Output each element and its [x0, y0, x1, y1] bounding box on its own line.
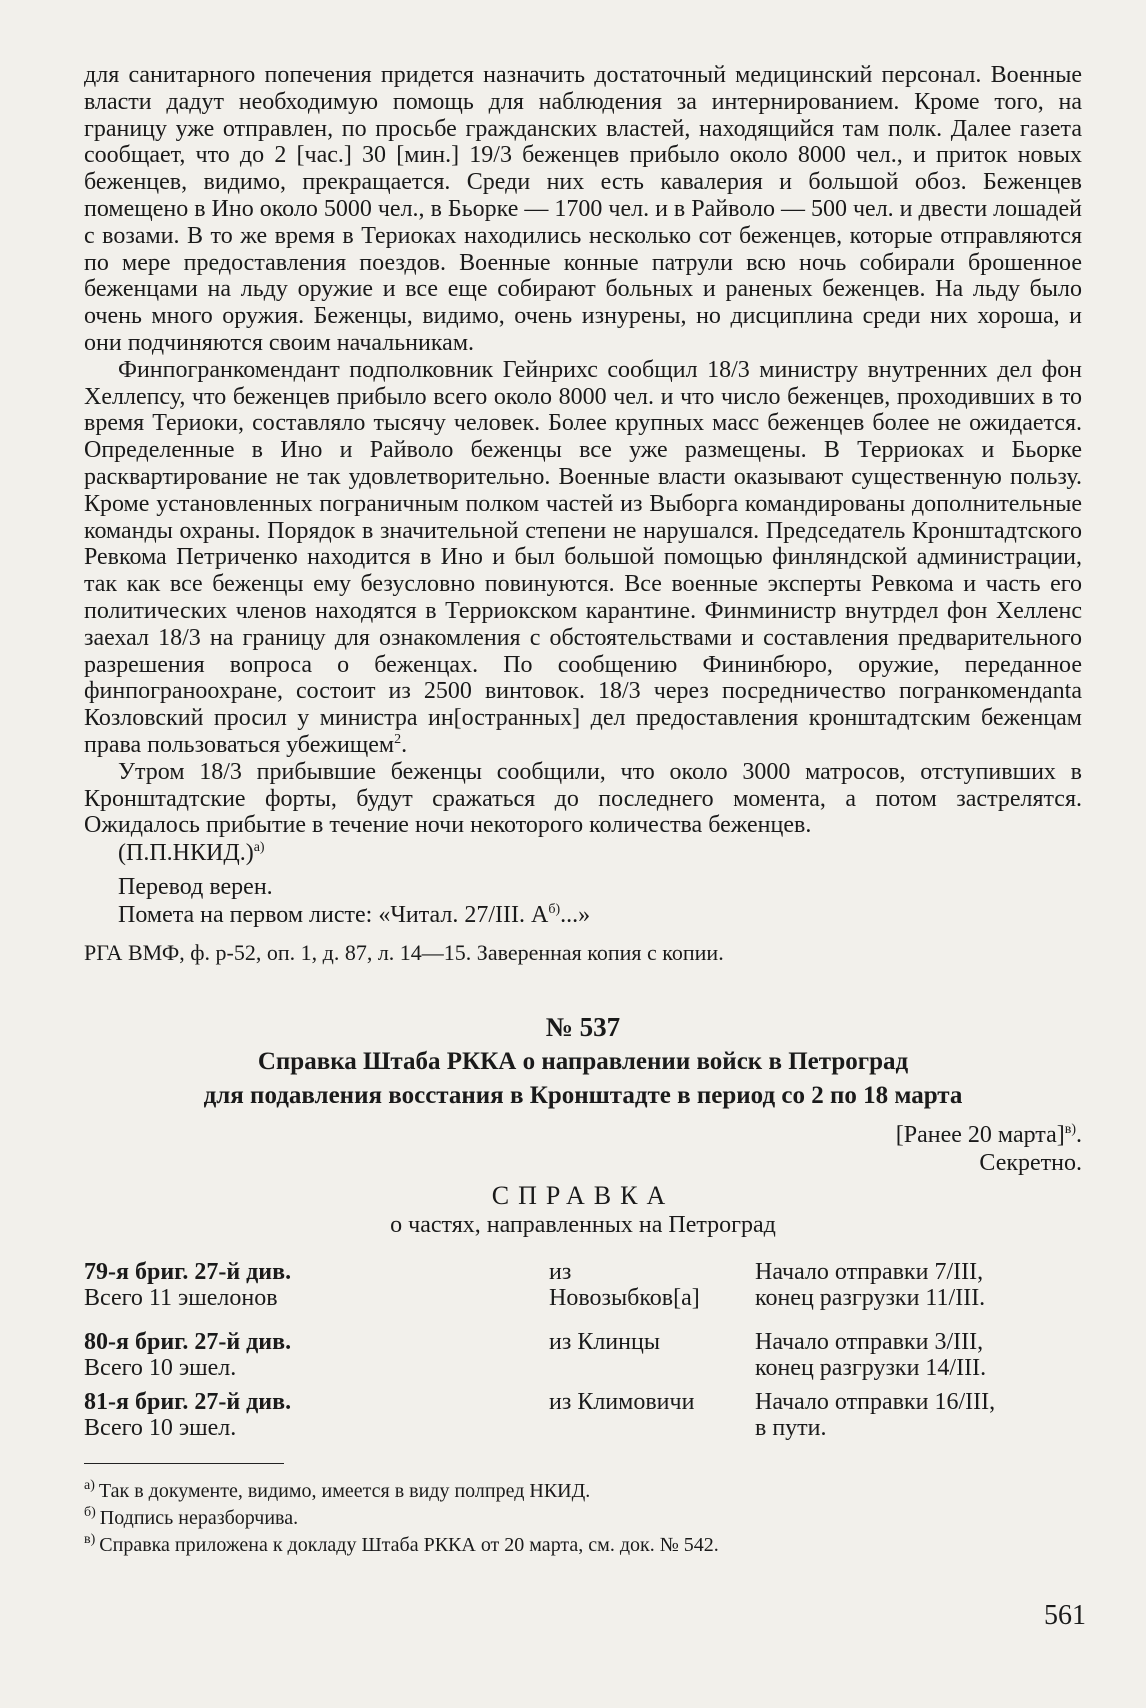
- unit-name: 79-я бриг. 27-й див.: [84, 1259, 292, 1286]
- units-table: [84, 1259, 1082, 1441]
- mark-note-after: ...»: [560, 902, 591, 929]
- unit-status: Начало отправки 3/III,: [755, 1329, 984, 1356]
- footnote-mark: а): [84, 1478, 95, 1494]
- unit-status: Начало отправки 16/III,: [755, 1389, 996, 1416]
- signature-mark: а): [253, 840, 265, 856]
- unit-from-2: Новозыбков[а]: [549, 1285, 700, 1312]
- translation-note: Перевод верен.: [118, 874, 273, 901]
- footnote-text: Подпись неразборчива.: [99, 1507, 299, 1530]
- signature-text: (П.П.НКИД.): [118, 840, 254, 867]
- signature-line: [84, 839, 1082, 867]
- unit-total: Всего 10 эшел.: [84, 1355, 237, 1382]
- unit-status: Начало отправки 7/III,: [755, 1259, 984, 1286]
- footnote-mark: б): [84, 1505, 96, 1521]
- unit-name: 80-я бриг. 27-й див.: [84, 1329, 292, 1356]
- unit-from: из Клинцы: [549, 1329, 660, 1356]
- unit-name: 81-я бриг. 27-й див.: [84, 1389, 292, 1416]
- document-page: [84, 62, 1082, 1559]
- unit-row: [84, 1259, 1082, 1311]
- secrecy-label: Секретно.: [979, 1150, 1082, 1177]
- page-number: 561: [1044, 1600, 1086, 1631]
- unit-from: из Климовичи: [549, 1389, 695, 1416]
- footnote-mark: в): [84, 1532, 96, 1548]
- unit-row: [84, 1311, 1082, 1381]
- footnote: [84, 1478, 1082, 1505]
- paragraph-2: [84, 357, 1082, 759]
- footnote: [84, 1505, 1082, 1532]
- footnote-text: Так в документе, видимо, имеется в виду полпред НКИД.: [98, 1480, 591, 1503]
- spravka-heading: СПРАВКА: [491, 1181, 675, 1211]
- footnote-text: Справка приложена к докладу Штаба РККА от 20 марта, см. док. № 542.: [99, 1534, 719, 1557]
- footnote-divider: [84, 1463, 284, 1464]
- mark-note-before: Помета на первом листе: «Читал. 27/III. А: [118, 902, 549, 929]
- date-text: [Ранее 20 марта]: [895, 1122, 1065, 1149]
- mark-note: [84, 901, 1082, 929]
- document-title-line-2: для подавления восстания в Кронштадте в период со 2 по 18 марта: [203, 1082, 963, 1110]
- unit-status-2: конец разгрузки 11/III.: [755, 1285, 986, 1312]
- paragraph-2-text: Финпогранкомендант подполковник Гейнрихс сообщил 18/3 министру внутренних дел фон Хеллепсу, что беженцев прибыло всего около 8000 чел. и что число беженцев, проходивших в то время Териоки, составляло тысячу человек. Более крупных масс беженцев более не ожидается. Определенные в Ино и Райволо беженцы все уже размещены. В Терриоках и Бьорке расквартирование не так удовлетворительно. Военные власти оказывают существенную пользу. Кроме установленных пограничным полком частей из Выборга командированы дополнительные команды охраны. Порядок в значительной степени не нарушался. Председатель Кронштадтского Ревкома Петриченко находится в Ино и был большой помощью финляндской администрации, так как все беженцы ему безусловно повинуются. Все военные эксперты Ревкома и часть его политических членов находятся в Терриокском карантине. Финминистр внутрдел фон Хелленс заехал 18/3 на границу для ознакомления с обстоятельствами и составления предварительного разрешения вопроса о беженцах. По сообщению Фининбюро, оружие, переданное финпограноохране, состоит из 2500 винтовок. 18/3 через посредничество погранкомендanta Козловский просил у министра ин[остранных] дел предоставления кронштадтским беженцам права пользоваться убежищем: [84, 356, 1082, 758]
- spravka-subheading: о частях, направленных на Петроград: [390, 1212, 776, 1239]
- unit-status-2: в пути.: [755, 1415, 827, 1442]
- document-date: [84, 1121, 1082, 1149]
- document-number: № 537: [545, 1012, 621, 1043]
- footnote-ref-2: 2: [394, 731, 402, 747]
- archive-reference: РГА ВМФ, ф. р-52, оп. 1, д. 87, л. 14—15. Заверенная копия с копии.: [84, 940, 724, 966]
- paragraph-3: Утром 18/3 прибывшие беженцы сообщили, что около 3000 матросов, отступивших в Кронштадтские форты, будут сражаться до последнего момента, а потом застрелятся. Ожидалось прибытие в течение ночи некоторого количества беженцев.: [84, 758, 1082, 839]
- paragraph-2-end: .: [401, 731, 408, 758]
- unit-total: Всего 11 эшелонов: [84, 1285, 278, 1312]
- mark-note-sup: б): [548, 902, 561, 918]
- date-end: .: [1076, 1122, 1082, 1149]
- unit-total: Всего 10 эшел.: [84, 1415, 237, 1442]
- document-title-line-1: Справка Штаба РККА о направлении войск в Петроград: [257, 1048, 909, 1076]
- footnotes: [84, 1478, 1082, 1559]
- unit-from: из: [549, 1259, 572, 1286]
- unit-status-2: конец разгрузки 14/III.: [755, 1355, 987, 1382]
- footnote: [84, 1532, 1082, 1559]
- date-mark: в): [1064, 1122, 1076, 1138]
- unit-row: [84, 1381, 1082, 1441]
- paragraph-1: для санитарного попечения придется назначить достаточный медицинский персонал. Военные власти дадут необходимую помощь для наблюдения за интернированием. Кроме того, на границу уже отправлен, по просьбе гражданских властей, находящийся там полк. Далее газета сообщает, что до 2 [час.] 30 [мин.] 19/3 беженцев прибыло около 8000 чел., и приток новых беженцев, видимо, прекращается. Среди них есть кавалерия и большой обоз. Беженцев помещено в Ино около 5000 чел., в Бьорке — 1700 чел. и в Райволо — 500 чел. и двести лошадей с возами. В то же время в Териоках находились несколько сот беженцев, которые отправляются по мере предоставления поездов. Военные конные патрули всю ночь собирали брошенное беженцами на льду оружие и все еще собирают больных и раненых беженцев. На льду было очень много оружия. Беженцы, видимо, очень изнурены, но дисциплина среди них хороша, и они подчиняются своим начальникам.: [84, 62, 1082, 356]
